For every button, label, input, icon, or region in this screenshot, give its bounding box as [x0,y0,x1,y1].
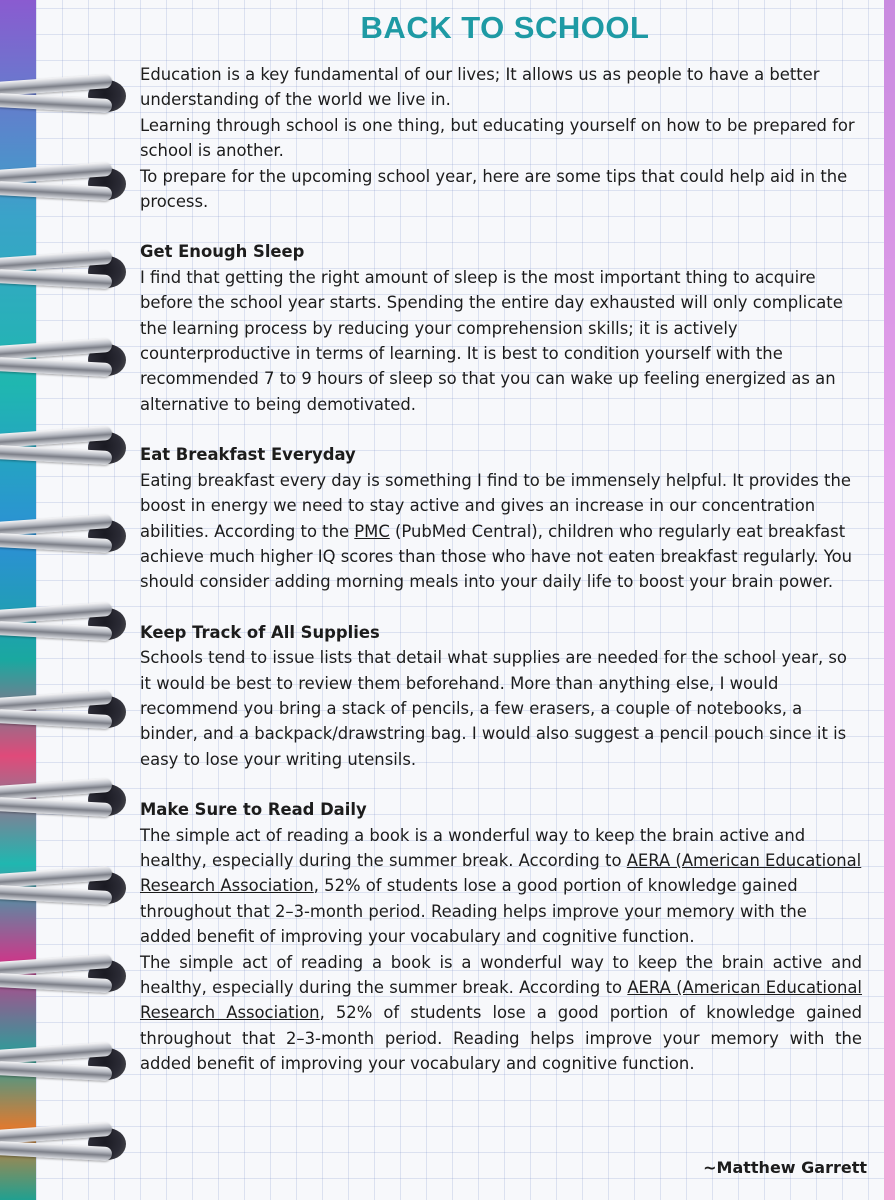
intro-paragraph-2: Learning through school is one thing, but educating yourself on how to be prepared for school is another. [140,115,855,161]
section-body-reading-repeat [140,950,862,1077]
section-heading-sleep: Get Enough Sleep [140,242,305,262]
section-body-sleep: I find that getting the right amount of sleep is the most important thing to acquire before the school year starts. Spending the entire day exhausted will only complicate the learning process by reducing your comprehension skills; it is actively counterproductive in terms of learning. It is best to condition yourself with the recommended 7 to 9 hours of sleep so that you can wake up feeling energized as an alternative to being demotivated. [140,267,843,414]
aera-link[interactable]: AERA (American Educational Research Association [140,850,862,896]
intro-paragraph-1: Education is a key fundamental of our lives; It allows us as people to have a better understanding of the world we live in. [140,65,820,110]
author-signature: ~Matthew Garrett [703,1158,867,1177]
breakfast-text-end: (PubMed Central), children who regularly eat breakfast achieve much higher IQ scores than those who have not eaten breakfast regularly. You should consider adding morning meals into your daily life to boost your brain power. [140,521,852,592]
reading-text-end: , 52% of students lose a good portion of knowledge gained throughout that 2–3-month period. Reading helps improve your memory with the added benefit of improving your vocabulary and cognitive function. [140,876,807,947]
intro-paragraph-3: To prepare for the upcoming school year, here are some tips that could help aid in the process. [140,166,848,212]
pmc-link[interactable]: PMC [354,521,390,541]
aera-link-repeat[interactable]: AERA (American Educational Research Association [140,978,862,1023]
reading-repeat-text-start: The simple act of reading a book is a wonderful way to keep the brain active and healthy, especially during the summer break. According to [140,952,862,997]
section-body-reading [140,823,862,950]
section-heading-breakfast: Eat Breakfast Everyday [140,445,356,465]
breakfast-text-start: Eating breakfast every day is something I find to be immensely helpful. It provides the boost in energy we need to stay active and gives an increase in our concentration abilities. According to the [140,470,851,541]
article-body [140,62,862,1077]
section-body-breakfast [140,468,862,595]
section-heading-reading: Make Sure to Read Daily [140,800,367,820]
reading-repeat-text-end: , 52% of students lose a good portion of knowledge gained throughout that 2–3-month period. Reading helps improve your memory with the added benefit of improving your vocabulary and cognitive function. [140,1003,862,1074]
page-title: BACK TO SCHOOL [360,10,650,45]
reading-text-start: The simple act of reading a book is a wonderful way to keep the brain active and healthy, especially during the summer break. According to [140,825,806,870]
section-body-supplies: Schools tend to issue lists that detail what supplies are needed for the school year, so it would be best to review them beforehand. More than anything else, I would recommend you bring a stack of pencils, a few erasers, a couple of notebooks, a binder, and a backpack/drawstring bag. I would also suggest a pencil pouch since it is easy to lose your writing utensils. [140,648,847,769]
section-heading-supplies: Keep Track of All Supplies [140,622,380,642]
